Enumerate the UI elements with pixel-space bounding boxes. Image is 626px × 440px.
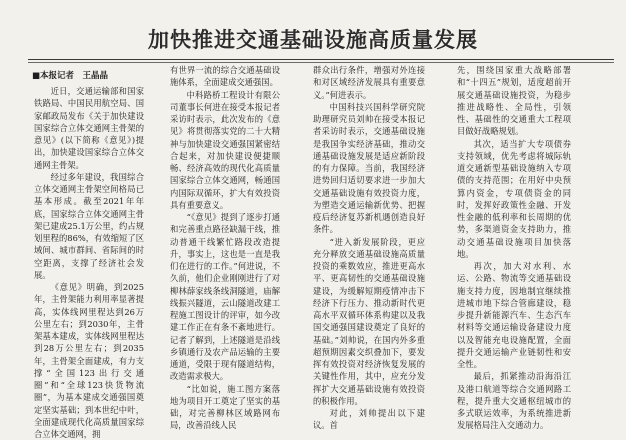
- headline-rule-thin: [28, 62, 614, 63]
- paragraph-continued: 先，围绕国家重大战略部署和“十四五”规划，适度超前开展交通基础设施投资，为稳步推进战略性、全局性，引领性、基础性的交通重大工程项目做好战略规划。: [457, 65, 571, 137]
- paragraph-continued: 群众出行条件，增强对外连接和对区域经济发展具有重要意义。”何进表示。: [313, 65, 425, 100]
- paragraph: 对此，刘帅提出以下建议。首: [313, 408, 425, 431]
- article-column-1: [34, 85, 144, 439]
- article-column-4: [457, 64, 571, 431]
- headline-rule: [28, 59, 614, 60]
- paragraph: “《意见》提到了逐步打通和完善重点路径缺漏干线，推动普通干线繁忙路段改造提升，事实上，这也是一直是我们在进行的工作。”何进说，不久前，他们企业刚刚进行了对柳林薛家线条线洞隧道，庙解线振兴隧道，云山隧道改建工程施工图设计的评审，如今改建工作正在有条不紊地进行。记者了解到，上述隧道是沿线乡镇通行及农产品运输的主要通道，受限于现有隧道结构，改造需求极大。: [170, 212, 280, 382]
- paragraph: “比如说，施工图方案落地为项目开工奠定了坚实的基础，对完善柳林区域路网布局，改善沿线人民: [170, 383, 280, 431]
- article-headline: 加快推进交通基础设施高质量发展: [148, 28, 478, 52]
- article-column-3: [313, 64, 425, 431]
- paragraph: 中国科技兴国科学研究院助理研究员刘帅在接受本报记者采访时表示，交通基础设施是我国争实经济基础，推动交通基础设施发展是适应新阶段的有力保障。当前，我国经济进势回归适切要求进一步加大交通基础设施有效投资力度，为塑造交通运输新优势、把握疫后经济复苏新机遇创造良好条件。: [313, 101, 425, 235]
- reporter-byline: ■本报记者 王晶晶: [32, 71, 109, 81]
- paragraph: 近日，交通运输部和国家铁路局、中国民用航空局、国家邮政局发布《关于加快建设国家综合立体交通网主骨架的意见》(以下简称《意见》)提出，加快建设国家综合立体交通网主骨架。: [34, 86, 144, 170]
- paragraph: “进入新发展阶段，更应充分释放交通基础设施高质量投资的乘数效应，推进更高水平、更高韧性的交通基础设施建设，为缓解短期疫情冲击下经济下行压力、推动新时代更高水平双循环体系构建以及我国交通强国建设奠定了良好的基础。”刘帅说，在国内外多重超预期因素交织叠加下，要发挥有效投资对经济恢复发展的关键性作用，其中，应充分发挥扩大交通基础设施有效投资的积极作用。: [313, 236, 425, 406]
- paragraph: 最后，抓紧推动沿海沿江及港口航道等综合交通网路工程，提升重大交通枢纽城市的多式联运效率，为系统推进新发展格局注入交通动力。: [457, 371, 571, 431]
- article-column-2: [170, 64, 280, 431]
- paragraph: 再次，加大对水利、水运、公路、物流等交通基础设施支持力度，因地制宜继续推进城市地下综合管廊建设，稳步提升新能源汽车、生态汽车材料等交通运输设备建设力度以及智能充电设施配置，全面提升交通运输产业链韧性和安全性。: [457, 261, 571, 369]
- paragraph: 《意见》明确，到2025年，主骨架能力利用率显著提高，实体线网里程达到26万公里左右；到2030年，主骨架基本建成，实体线网里程达到28万公里左右；到2035年，主骨架全面建成，有力支撑“全国123出行交通圈”和“全球123快货物流圈”，为基本建成交通强国奠定坚实基础；到本世纪中叶，全面建成现代化高质量国家综合立体交通网，拥: [34, 282, 144, 439]
- paragraph: 其次，适当扩大专项债券支持领域，优先考虑将城际轨道交通新型基础设施纳入专项债的支持范围；在用好中央预算内资金，专项债资金的同时，发挥好政策性金融、开发性金融的低利率和长周期的优势，多渠道资金支持助力，推动交通基础设施项目加快落地。: [457, 138, 571, 259]
- paragraph: 经过多年建设，我国综合立体交通网主骨架空间格局已基本形成。截至2021年年底，国家综合立体交通网主骨架已建成25.1万公里，约占规划里程的86%，有效缩短了区域间、城市群间、省际间的时空距离，支撑了经济社会发展。: [34, 171, 144, 280]
- paragraph-continued: 有世界一流的综合交通基础设施体系，全面建成交通强国。: [170, 65, 280, 88]
- paragraph: 中科路桥工程设计有限公司董事长何进在接受本报记者采访时表示，此次发布的《意见》将贯彻落实党的二十大精神与加快建设交通强国紧密结合起来，对加快建设便捷顺畅、经济高效的现代化高质量国家综合立体交通网，畅通国内国际双循环，扩大有效投资具有重要意义。: [170, 89, 280, 210]
